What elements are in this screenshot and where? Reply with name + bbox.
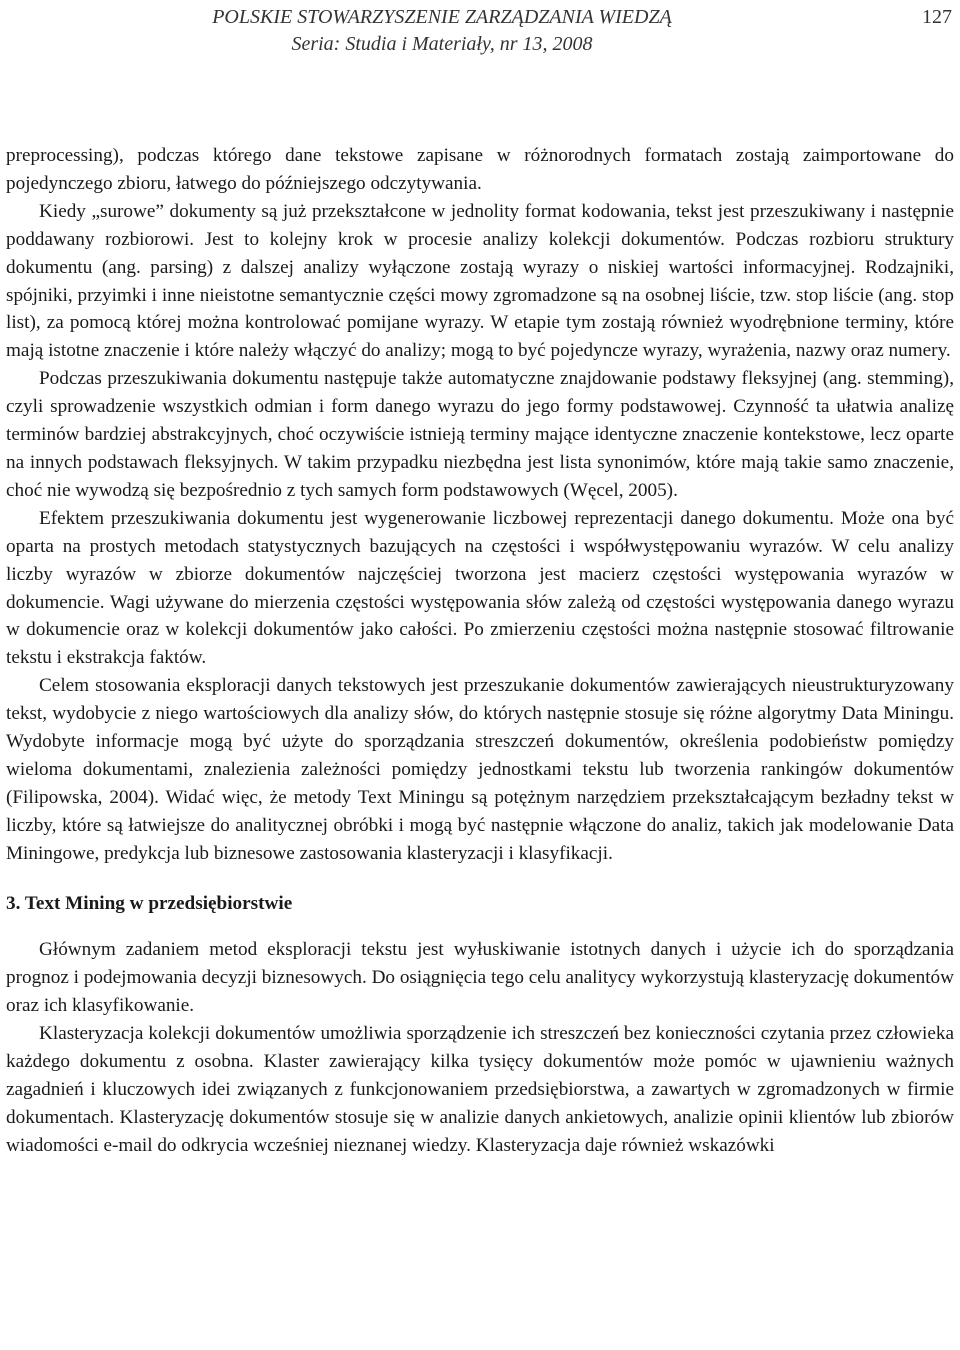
page-number: 127	[922, 6, 952, 28]
document-page	[6, 0, 954, 1350]
running-header	[6, 0, 954, 60]
paragraph: Podczas przeszukiwania dokumentu następuje także automatyczne znajdowanie podstawy fleksyjnej (ang. stemming), czyli sprowadzenie wszystkich odmian i form danego wyrazu do jego formy podstawowej. Czynność ta ułatwia analizę terminów bardziej abstrakcyjnych, choć oczywiście istnieją terminy mające identyczne znaczenie kontekstowe, lecz oparte na innych podstawach fleksyjnych. W takim przypadku niezbędna jest lista synonimów, które mają takie samo znaczenie, choć nie wywodzą się bezpośrednio z tych samych form podstawowych (Węcel, 2005).	[6, 368, 954, 501]
journal-title: POLSKIE STOWARZYSZENIE ZARZĄDZANIA WIEDZĄ	[212, 6, 672, 28]
journal-header	[206, 4, 678, 58]
paragraph-continued: preprocessing), podczas którego dane tekstowe zapisane w różnorodnych formatach zostają zaimportowane do pojedynczego zbioru, łatwego do późniejszego odczytywania.	[6, 145, 954, 194]
paragraph: Klasteryzacja kolekcji dokumentów umożliwia sporządzenie ich streszczeń bez konieczności czytania przez człowieka każdego dokumentu z osobna. Klaster zawierający kilka tysięcy dokumentów może pomóc w ujawnieniu ważnych zagadnień i kluczowych idei związanych z funkcjonowaniem przedsiębiorstwa, a zawartych w zgromadzonych w firmie dokumentach. Klasteryzację dokumentów stosuje się w analizie danych ankietowych, analizie opinii klientów lub zbiorów wiadomości e-mail do odkrycia wcześniej nieznanej wiedzy. Klasteryzacja daje również wskazówki	[6, 1023, 954, 1156]
article-body	[6, 142, 954, 1160]
series-title: Seria: Studia i Materiały, nr 13, 2008	[291, 33, 593, 55]
paragraph: Efektem przeszukiwania dokumentu jest wygenerowanie liczbowej reprezentacji danego dokumentu. Może ona być oparta na prostych metodach statystycznych bazujących na częstości i współwystępowaniu wyrazów. W celu analizy liczby wyrazów w zbiorze dokumentów najczęściej tworzona jest macierz częstości występowania wyrazów w dokumencie. Wagi używane do mierzenia częstości występowania słów zależą od częstości występowania danego wyrazu w dokumencie oraz w kolekcji dokumentów jako całości. Po zmierzeniu częstości można następnie stosować filtrowanie tekstu i ekstrakcja faktów.	[6, 507, 954, 669]
paragraph: Kiedy „surowe” dokumenty są już przekształcone w jednolity format kodowania, tekst jest przeszukiwany i następnie poddawany rozbiorowi. Jest to kolejny krok w procesie analizy kolekcji dokumentów. Podczas rozbioru struktury dokumentu (ang. parsing) z dalszej analizy wyłączone zostają wyrazy o niskiej wartości informacyjnej. Rodzajniki, spójniki, przyimki i inne nieistotne semantycznie części mowy zgromadzone są na osobnej liście, tzw. stop liście (ang. stop list), za pomocą której można kontrolować pomijane wyrazy. W etapie tym zostają również wyodrębnione terminy, które mają istotne znaczenie i które należy włączyć do analizy; mogą to być pojedyncze wyrazy, wyrażenia, nazwy oraz numery.	[6, 200, 954, 362]
paragraph: Celem stosowania eksploracji danych tekstowych jest przeszukanie dokumentów zawierających nieustrukturyzowany tekst, wydobycie z niego wartościowych dla analizy słów, do których następnie stosuje się różne algorytmy Data Miningu. Wydobyte informacje mogą być użyte do sporządzania streszczeń dokumentów, określenia podobieństw pomiędzy wieloma dokumentami, znalezienia zależności pomiędzy jednostkami tekstu lub tworzenia rankingów dokumentów (Filipowska, 2004). Widać więc, że metody Text Miningu są potężnym narzędziem przekształcającym bezładny tekst w liczby, które są łatwiejsze do analitycznej obróbki i mogą być następnie włączone do analiz, takich jak modelowanie Data Miningowe, predykcja lub biznesowe zastosowania klasteryzacji i klasyfikacji.	[6, 675, 954, 864]
section-heading: 3. Text Mining w przedsiębiorstwie	[6, 892, 293, 914]
paragraph: Głównym zadaniem metod eksploracji tekstu jest wyłuskiwanie istotnych danych i użycie ich do sporządzania prognoz i podejmowania decyzji biznesowych. Do osiągnięcia tego celu analitycy wykorzystują klasteryzację dokumentów oraz ich klasyfikowanie.	[6, 939, 954, 1017]
